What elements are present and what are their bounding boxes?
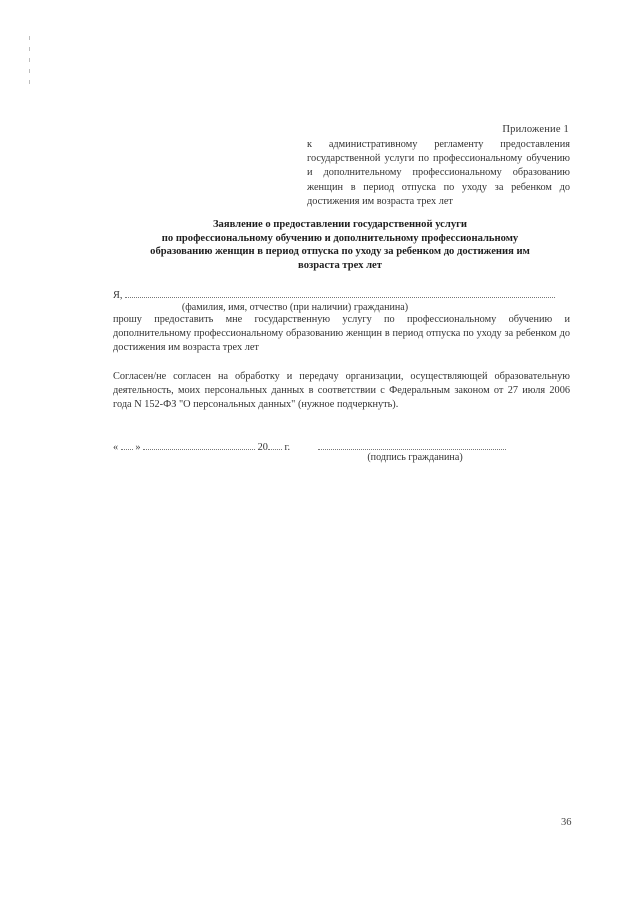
title-line-2: по профессиональному обучению и дополнительному профессиональному [161, 232, 519, 244]
request-paragraph: прошу предоставить мне государственную услугу по профессиональному обучению и дополнительному профессиональному образованию женщин в период отпуска по уходу за ребенком до достижения им возраста трех лет [113, 314, 570, 354]
year-suffix: г. [284, 442, 291, 453]
document-title [110, 218, 570, 272]
page-number: 36 [561, 817, 572, 828]
annex-text: к административному регламенту предоставления государственной услуги по профессиональному обучению и дополнительному профессиональному образованию женщин в период отпуска по уходу за ребенком до достижения им возраста трех лет [307, 139, 570, 207]
applicant-prefix: Я, [113, 290, 123, 301]
year-blank [268, 440, 282, 450]
applicant-line [113, 288, 555, 301]
title-line-3: образованию женщин в период отпуска по уходу за ребенком до достижения им [150, 246, 530, 258]
annex-label: Приложение 1 [502, 124, 569, 135]
date-open-quote: « [113, 442, 119, 453]
applicant-name-blank [125, 288, 555, 298]
applicant-caption: (фамилия, имя, отчество (при наличии) гражданина) [181, 302, 409, 313]
title-line-1: Заявление о предоставлении государственной услуги [212, 219, 468, 230]
signature-caption: (подпись гражданина) [367, 452, 463, 463]
day-blank [121, 440, 133, 450]
signature-blank [318, 440, 506, 450]
date-close-quote: » [135, 442, 141, 453]
month-blank [143, 440, 255, 450]
title-line-4: возраста трех лет [298, 259, 382, 271]
date-line [113, 440, 290, 453]
year-prefix: 20 [257, 442, 268, 453]
binding-marks [28, 36, 32, 100]
consent-paragraph: Согласен/не согласен на обработку и передачу организации, осуществляющей образовательную деятельность, моих персональных данных в соответствии с Федеральным законом от 27 июля 2006 года N 152-ФЗ "О персональных данных" (нужное подчеркнуть). [113, 371, 570, 411]
